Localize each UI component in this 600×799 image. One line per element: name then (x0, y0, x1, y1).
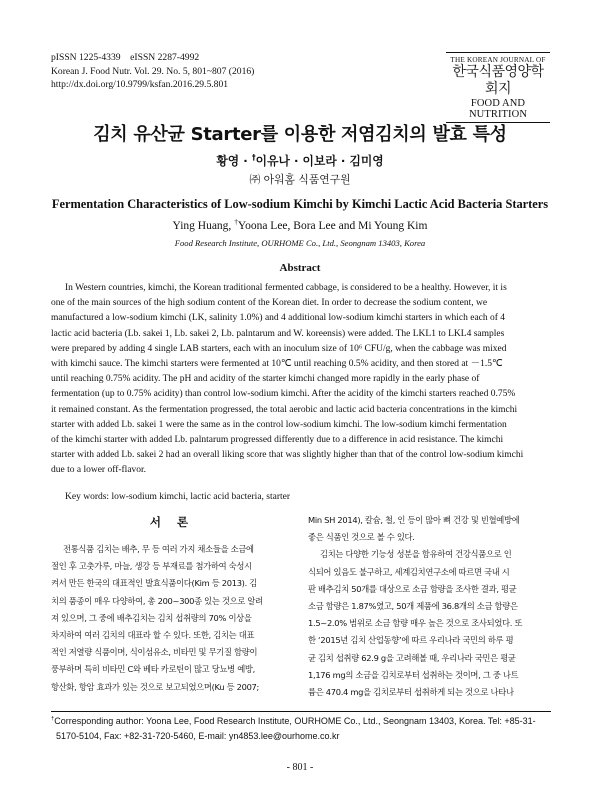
intro-line: 륨은 470.4 mg을 김치로부터 섭취하게 되는 것으로 나타나 (308, 687, 514, 698)
journal-name-ko: 한국식품영양학회지 (452, 64, 544, 97)
abstract-line: starter with added Lb. sakei 1 were the same as in the control low-sodium kimchi. The low-sodium kimchi fermentation (51, 419, 507, 430)
abstract-line: starter with added Lb. sakei 2 had an overall liking score that was slightly higher than that of the control low-sodium kimchi (51, 450, 524, 461)
corresponding-mark: † (251, 153, 256, 163)
abstract-line: In Western countries, kimchi, the Korean traditional fermented cabbage, is considered to be a healthy. However, it is (65, 283, 507, 293)
footnote-mark: † (51, 716, 55, 722)
author-ko-rest: 이유나 · 이보라 · 김미영 (255, 154, 384, 168)
intro-right-column (308, 512, 550, 701)
abstract-line: with kimchi sauce. The kimchi starters were fermented at 10℃ until reaching 0.5% acidity, and then stored at －1.5℃ (51, 359, 503, 370)
intro-line: 식되어 있음도 불구하고, 세계김치연구소에 따르면 국내 시 (308, 566, 510, 577)
citation-line: Korean J. Food Nutr. Vol. 29. No. 5, 801~807 (2016) (51, 65, 255, 77)
intro-line: 1.5~2.0% 범위로 소금 함량 매우 높은 것으로 조사되었다. 또 (308, 618, 523, 629)
intro-line: 한 ‘2015년 김치 산업동향’에 따르 우리나라 국민의 하루 평 (308, 635, 514, 646)
abstract-line: lactic acid bacteria (Lb. sakei 1, Lb. sakei 2, Lb. palntarum and W. koreensis) were added. The LKL1 to LKL4 samples (51, 328, 505, 339)
author-en-1: Ying Huang, (172, 220, 235, 232)
author-ko-1: 황영 · (216, 154, 252, 168)
journal-logo (446, 52, 550, 123)
intro-line: 항산화, 항암 효과가 있는 것으로 보고되었으며(Ku 등 2007; (51, 681, 260, 692)
authors-korean (0, 152, 600, 169)
intro-line: 져 있으며, 그 중에 배추김치는 김치 섭취량의 70% 이상을 (51, 612, 252, 623)
intro-line: 균 김치 섭취량 62.9 g을 고려해볼 때, 우리나라 국민은 평균 (308, 652, 516, 663)
section-heading-intro: 서 론 (149, 515, 195, 529)
keywords: Key words: low-sodium kimchi, lactic acid bacteria, starter (65, 492, 291, 502)
affiliation-english: Food Research Institute, OURHOME Co., Ltd., Seongnam 13403, Korea (174, 238, 426, 248)
footnote-line-2: 5170-5104, Fax: +82-31-720-5460, E-mail: yn4853.lee@ourhome.co.kr (56, 730, 340, 741)
affiliation-korean: ㈜ 아워홈 식품연구원 (249, 173, 351, 186)
intro-line: 켜서 만든 한국의 대표적인 발효식품이다(Kim 등 2013). 김 (51, 578, 257, 589)
doi-link[interactable]: http://dx.doi.org/10.9799/ksfan.2016.29.5.801 (51, 79, 229, 90)
intro-line: 1,176 mg의 소금을 김치로부터 섭취하는 것이며, 그 중 나트 (308, 669, 519, 680)
intro-line: 판 배추김치 50개를 대상으로 소금 함량을 조사한 결과, 평균 (308, 583, 517, 594)
page-number: - 801 - (286, 762, 314, 773)
intro-line: Min SH 2014), 칼슘, 철, 인 등이 많아 뼈 건강 및 빈혈예방에 (308, 515, 520, 525)
intro-line: 소금 함량은 1.87%였고, 50개 제품에 36.8개의 소금 함량은 (308, 601, 518, 612)
intro-line: 절인 후 고춧가루, 마늘, 생강 등 부재료를 첨가하여 숙성시 (51, 561, 252, 572)
abstract-line: fermentation (up to 0.75% acidity) than control low-sodium kimchi. After the acidity of the kimchi starters reached 0.75% (51, 389, 516, 400)
abstract-heading: Abstract (279, 262, 321, 274)
issn-line: pISSN 1225-4339 eISSN 2287-4992 (51, 52, 200, 63)
intro-line: 치의 품종이 매우 다양하여, 총 200~300종 있는 것으로 알려 (51, 595, 263, 606)
author-en-rest: Yoona Lee, Bora Lee and Mi Young Kim (237, 220, 428, 232)
journal-name-en-top: THE KOREAN JOURNAL OF (450, 56, 546, 64)
abstract-line: one of the main sources of the high sodium content of the Korean diet. In order to decrease the sodium content, we (51, 298, 488, 309)
intro-line: 좋은 식품인 것으로 볼 수 있다. (308, 532, 415, 543)
journal-name-en-bottom: FOOD AND NUTRITION (468, 98, 528, 120)
abstract-line: until reaching 0.75% acidity. The pH and acidity of the starter kimchi changed more rapidly in the early phase of (51, 374, 480, 385)
citation-block (51, 51, 254, 92)
footnote-divider (51, 711, 551, 712)
abstract-line: it remained constant. As the fermentation progressed, the total aerobic and lactic acid bacteria concentrations in the kimchi (51, 404, 518, 415)
intro-line: 풍부하며 특히 비타민 C와 베타 카로틴이 많고 당뇨병 예방, (51, 664, 255, 675)
abstract-body (51, 281, 551, 479)
authors-english (0, 217, 600, 232)
intro-line: 김치는 다양한 기능성 성분을 함유하여 건강식품으로 인 (320, 549, 512, 560)
intro-left-column (51, 513, 293, 696)
intro-line: 전통식품 김치는 배추, 무 등 여러 가지 채소들을 소금에 (63, 544, 254, 554)
abstract-line: were prepared by adding 4 single LAB starters, each with an inoculum size of 10⁶ CFU/g, when the cabbage was mixed (51, 343, 507, 354)
footnote-line-1: Corresponding author: Yoona Lee, Food Research Institute, OURHOME Co., Ltd., Seongnam 13403, Korea. Tel: +85-31- (54, 716, 536, 726)
title-english: Fermentation Characteristics of Low-sodium Kimchi by Kimchi Lactic Acid Bacteria Starters (51, 197, 549, 211)
corresponding-mark-en: † (234, 217, 238, 227)
title-korean: 김치 유산균 Starter를 이용한 저염김치의 발효 특성 (93, 124, 507, 145)
corresponding-author-footnote (51, 714, 551, 744)
abstract-line: due to a lower off-flavor. (51, 465, 147, 476)
abstract-line: manufactured a low-sodium kimchi (LK, salinity 1.0%) and 4 additional low-sodium kimchi starters in which each of 4 (51, 313, 506, 324)
intro-line: 적인 저열량 식품이며, 식이섬유소, 비타민 및 무기질 함량이 (51, 647, 258, 658)
intro-line: 차지하여 여러 김치의 대표라 할 수 있다. 또한, 김치는 대표 (51, 630, 255, 641)
abstract-line: of the kimchi starter with added Lb. palntarum progressed differently due to a difference in acid resistance. The kimchi (51, 435, 504, 446)
